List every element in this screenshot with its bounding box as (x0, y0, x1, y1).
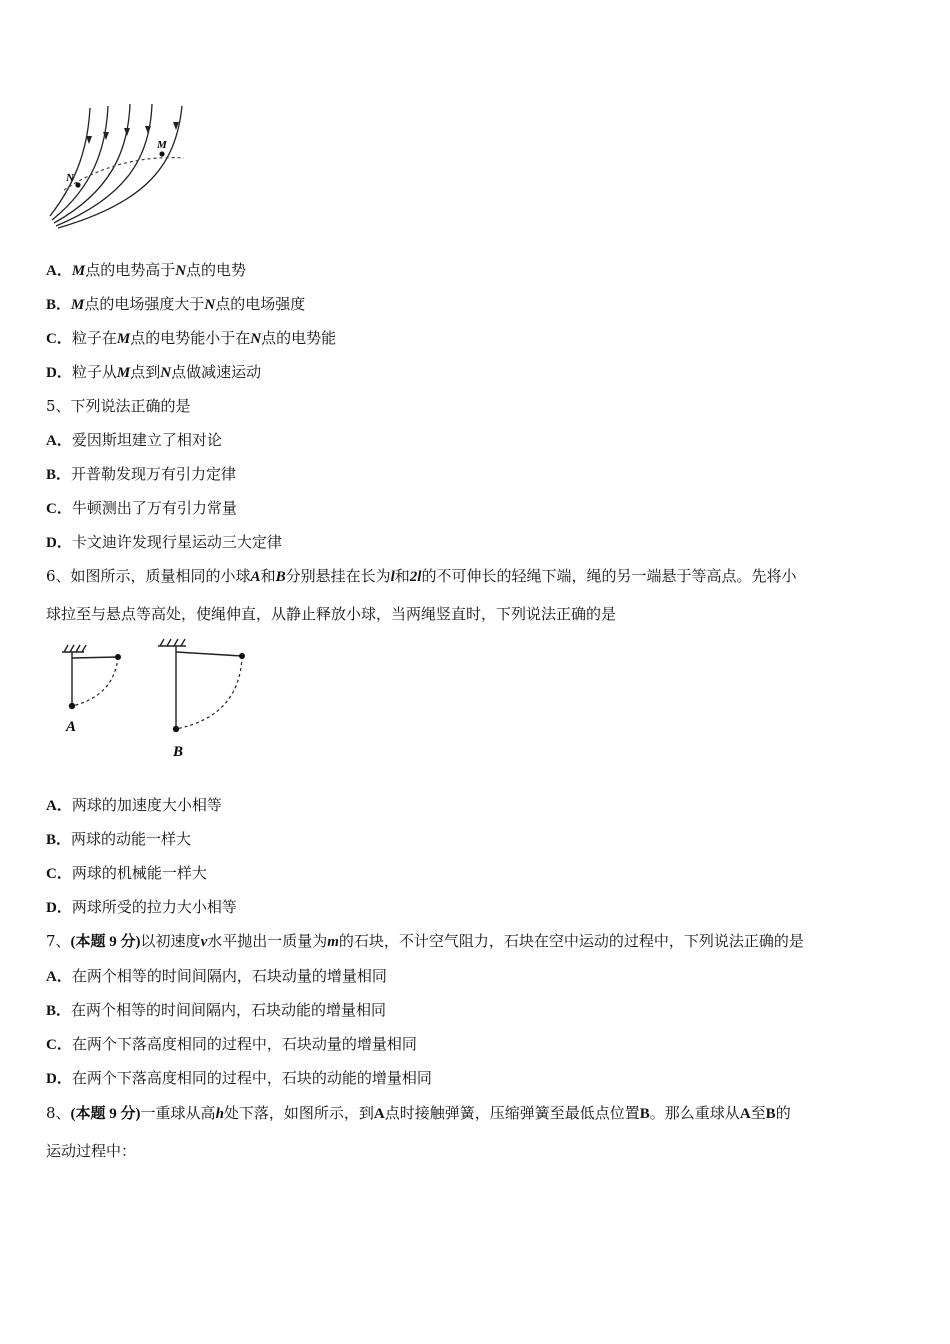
q7-stem: 7、(本题 9 分)以初速度v水平抛出一质量为m的石块，不计空气阻力，石块在空中运动的过程中，下列说法正确的是 (46, 932, 804, 950)
q5-option-c: C．牛顿测出了万有引力常量 (46, 499, 237, 517)
q5-option-d: D．卡文迪许发现行星运动三大定律 (46, 533, 282, 551)
point-n (75, 182, 80, 187)
label-a: A (66, 719, 77, 735)
q8-stem-line2: 运动过程中： (46, 1142, 137, 1160)
ball-b (173, 726, 179, 732)
q5-option-b: B．开普勒发现万有引力定律 (46, 465, 237, 483)
label-m: M (157, 139, 167, 151)
particle-trajectory (64, 158, 184, 190)
field-line-4 (56, 104, 152, 226)
q5-option-a: A．爱因斯坦建立了相对论 (46, 431, 222, 449)
q6-option-d: D．两球所受的拉力大小相等 (46, 898, 237, 916)
q6-option-a: A．两球的加速度大小相等 (46, 796, 222, 814)
field-line-5 (58, 106, 182, 228)
q6-option-c: C．两球的机械能一样大 (46, 864, 207, 882)
ball-a (69, 703, 75, 709)
arc-a (72, 657, 118, 706)
q7-option-b: B．在两个相等的时间间隔内，石块动能的增量相同 (46, 1001, 387, 1019)
field-arrow-1 (86, 136, 92, 144)
point-m (159, 151, 164, 156)
q6-stem-line1: 6、如图所示，质量相同的小球A和B分别悬挂在长为l和2l的不可伸长的轻绳下端，绳的另一端悬于等高点。先将小 (46, 567, 797, 585)
rope-b-horizontal (176, 652, 242, 656)
q7-option-c: C．在两个下落高度相同的过程中，石块动量的增量相同 (46, 1035, 417, 1053)
arc-b (176, 656, 242, 729)
q5-stem: 5、下列说法正确的是 (46, 397, 191, 415)
field-line-1 (50, 108, 90, 216)
q6-option-b: B．两球的动能一样大 (46, 830, 192, 848)
rope-a-horizontal (72, 657, 118, 658)
q4-option-a: A．M点的电势高于N点的电势 (46, 261, 247, 279)
ball-b-start (239, 653, 245, 659)
field-line-3 (54, 104, 130, 223)
electric-field-figure (44, 100, 194, 230)
pendulum-figure (50, 636, 270, 761)
ball-a-start (115, 654, 121, 660)
q4-option-b: B．M点的电场强度大于N点的电场强度 (46, 295, 306, 313)
q6-stem-line2: 球拉至与悬点等高处，使绳伸直，从静止释放小球，当两绳竖直时，下列说法正确的是 (46, 605, 617, 623)
q8-stem-line1: 8、(本题 9 分)一重球从高h处下落，如图所示，到A点时接触弹簧，压缩弹簧至最低点位置B。那么重球从A至B的 (46, 1104, 791, 1122)
q7-option-d: D．在两个下落高度相同的过程中，石块的动能的增量相同 (46, 1069, 432, 1087)
q4-option-c: C．粒子在M点的电势能小于在N点的电势能 (46, 329, 337, 347)
field-arrow-3 (124, 128, 130, 136)
q7-option-a: A．在两个相等的时间间隔内，石块动量的增量相同 (46, 967, 387, 985)
q4-option-d: D．粒子从M点到N点做减速运动 (46, 363, 262, 381)
field-arrow-4 (145, 126, 151, 134)
label-b: B (173, 744, 184, 760)
label-n: N (66, 172, 74, 184)
